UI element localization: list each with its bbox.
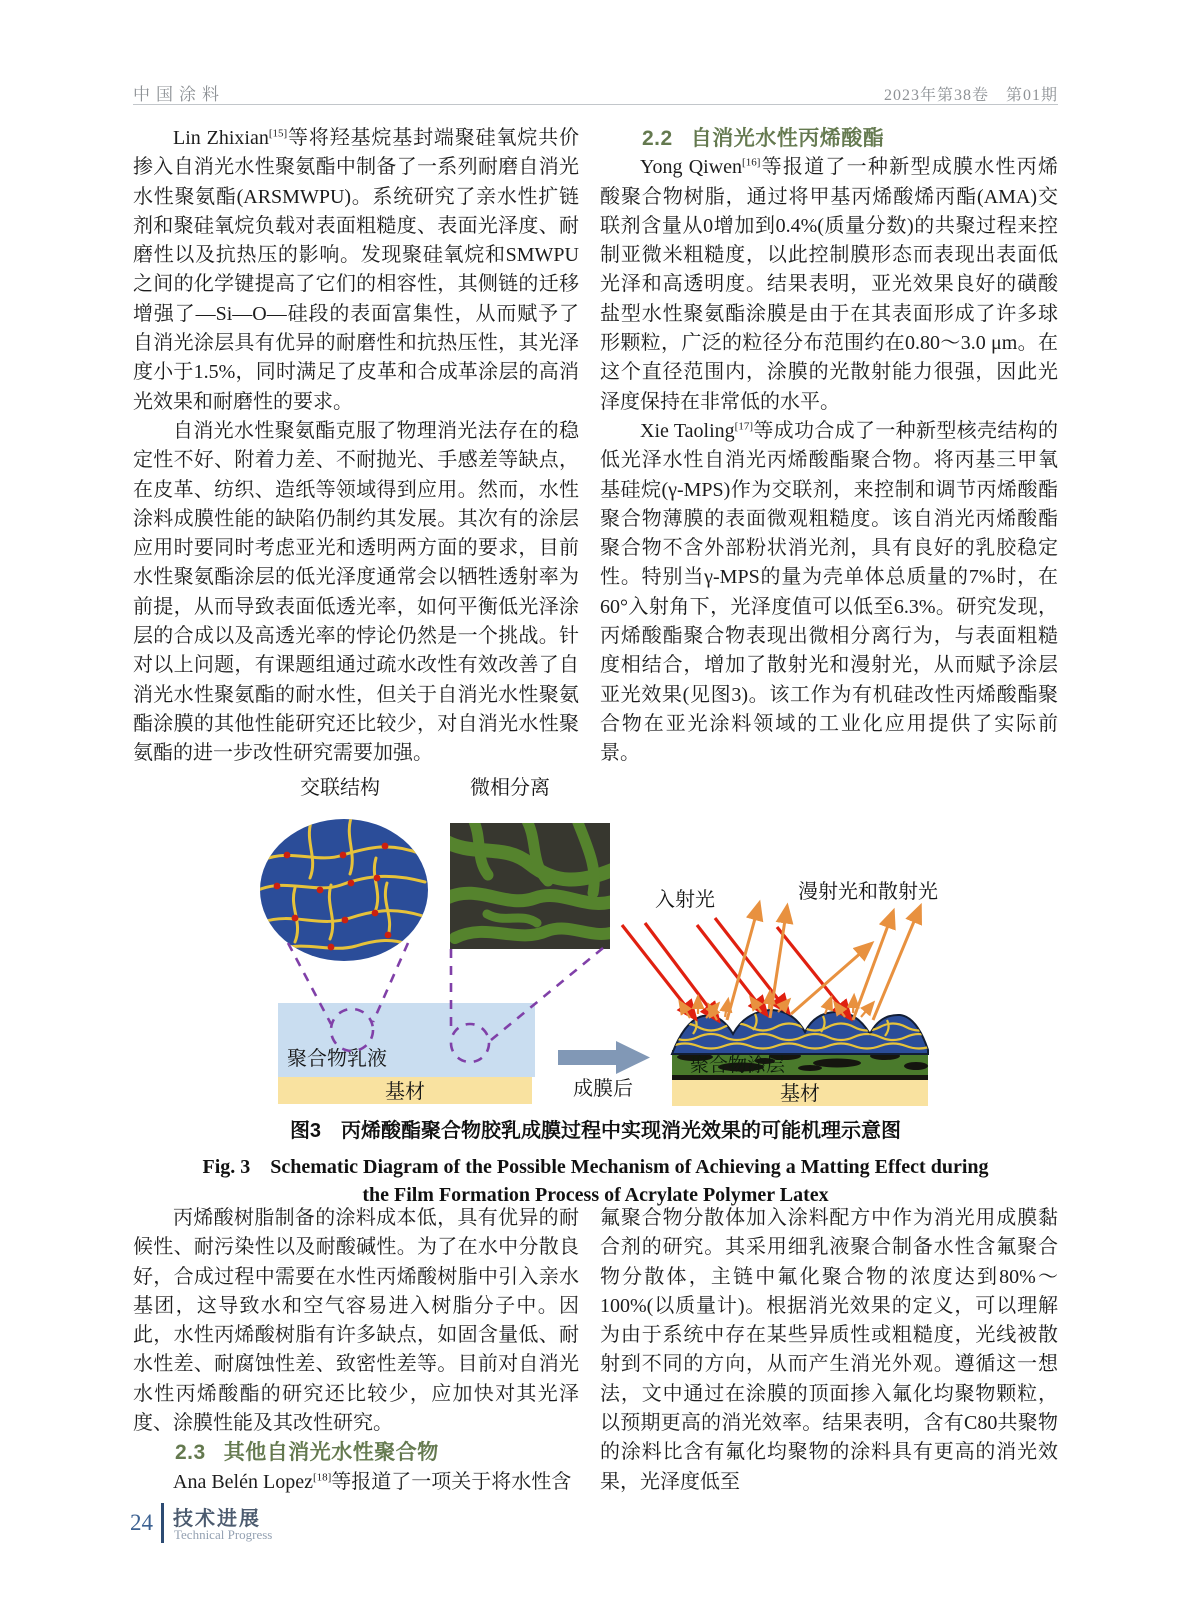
crosslink-label: 交联结构 xyxy=(300,777,380,799)
right-column-bottom xyxy=(600,1204,1058,1497)
left-column-top xyxy=(133,124,579,769)
citation-ref: [18] xyxy=(312,1471,332,1484)
section-number: 2.3 xyxy=(175,1441,206,1465)
paragraph xyxy=(600,1204,1058,1497)
paragraph-text: 等报道了一项关于将水性含 xyxy=(331,1470,572,1493)
citation-ref: [16] xyxy=(742,156,761,169)
paragraph xyxy=(600,153,1058,417)
paragraph xyxy=(133,1204,579,1438)
author-name: Lin Zhixian xyxy=(173,127,269,149)
matte-coating-panel xyxy=(672,1010,932,1106)
incident-light-arrows xyxy=(622,918,850,1020)
film-formation-arrow xyxy=(558,1041,650,1074)
incident-light-label: 入射光 xyxy=(655,889,715,911)
paragraph-text: 等成功合成了一种新型核壳结构的低光泽水性自消光丙烯酸酯聚合物。将丙基三甲氧基硅烷(γ-MPS)作为交联剂，来控制和调节丙烯酸酯聚合物薄膜的表面微观粗糙度。该自消光丙烯酸酯聚合物不含外部粉状消光剂，具有良好的乳胶稳定性。特别当γ-MPS的量为壳单体总质量的7%时，在60°入射角下，光泽度值可以低至6.3%。研究发现，丙烯酸酯聚合物表现出微相分离行为，与表面粗糙度相结合，增加了散射光和漫射光，从而赋予涂层亚光效果(见图3)。该工作为有机硅改性丙烯酸酯聚合物在亚光涂料领域的工业化应用提供了实际前景。 xyxy=(600,419,1059,765)
paragraph xyxy=(133,417,579,769)
section-number: 2.2 xyxy=(642,127,673,150)
paragraph-text: 丙烯酸树脂制备的涂料成本低，具有优异的耐候性、耐污染性以及耐酸碱性。为了在水中分散良好，合成过程中需要在水性丙烯酸树脂中引入亲水基团，这导致水和空气容易进入树脂分子中。因此，水性丙烯酸树脂有许多缺点，如固含量低、耐水性差、耐腐蚀性差、致密性差等。目前对自消光水性丙烯酸酯的研究还比较少，应加快对其光泽度、涂膜性能及其改性研究。 xyxy=(133,1207,579,1435)
section-heading-2-2 xyxy=(600,124,1058,153)
after-film-label: 成膜后 xyxy=(573,1078,633,1100)
author-name: Xie Taoling xyxy=(640,419,735,442)
author-name: Ana Belén Lopez xyxy=(173,1470,313,1493)
paragraph-text: 氟聚合物分散体加入涂料配方中作为消光用成膜黏合剂的研究。其采用细乳液聚合制备水性含氟聚合物分散体，主链中氟化聚合物的浓度达到80%～100%(以质量计)。根据消光效果的定义，可以理解为由于系统中存在某些异质性或粗糙度，光线被散射到不同的方向，从而产生消光外观。遵循这一想法，文中通过在涂膜的顶面掺入氟化均聚物颗粒，以预期更高的消光效率。结果表明，含有C80共聚物的涂料比含有氟化均聚物的涂料具有更高的消光效果，光泽度低至 xyxy=(600,1207,1058,1493)
footer-divider xyxy=(161,1503,164,1543)
section-title: 其他自消光水性聚合物 xyxy=(223,1441,439,1465)
coating-label: 聚合物涂层 xyxy=(690,1055,786,1076)
citation-ref: [17] xyxy=(734,420,753,433)
section-heading-2-3 xyxy=(133,1438,579,1467)
journal-name: 中国涂料 xyxy=(133,85,225,104)
section-title: 自消光水性丙烯酸酯 xyxy=(690,127,885,150)
caption-en-line1: Fig. 3 Schematic Diagram of the Possible Mechanism of Achieving a Matting Effect during xyxy=(202,1156,989,1178)
substrate-right-label: 基材 xyxy=(780,1083,820,1105)
author-name: Yong Qiwen xyxy=(640,156,743,179)
paragraph-text: 自消光水性聚氨酯克服了物理消光法存在的稳定性不好、附着力差、不耐抛光、手感差等缺点，在皮革、纺织、造纸等领域得到应用。然而，水性涂料成膜性能的缺陷仍制约其发展。其次有的涂层应用时要同时考虑亚光和透明两方面的要求，目前水性聚氨酯涂层的低光泽度通常会以牺牲透射率为前提，从而导致表面低透光率，如何平衡低光泽涂层的合成以及高透光率的悖论仍然是一个挑战。针对以上问题，有课题组通过疏水改性有效改善了自消光水性聚氨酯的耐水性，但关于自消光水性聚氨酯涂膜的其他性能研究还比较少，对自消光水性聚氨酯的进一步改性研究需要加强。 xyxy=(133,419,579,765)
right-column-top xyxy=(600,124,1058,769)
diffuse-light-label: 漫射光和散射光 xyxy=(798,881,938,903)
footer-section-en: Technical Progress xyxy=(174,1527,273,1542)
caption-en-line2: the Film Formation Process of Acrylate Polymer Latex xyxy=(362,1184,829,1206)
paragraph xyxy=(133,1468,579,1497)
figure-caption xyxy=(133,1114,1058,1212)
caption-zh: 图3 丙烯酸酯聚合物胶乳成膜过程中实现消光效果的可能机理示意图 xyxy=(289,1120,902,1142)
issue-info: 2023年第38卷 第01期 xyxy=(883,87,1058,104)
paragraph xyxy=(600,417,1058,769)
crosslink-structure-inset xyxy=(258,818,428,961)
footer-section-zh: 技术进展 xyxy=(173,1508,261,1530)
paragraph-text: 等报道了一种新型成膜水性丙烯酸聚合物树脂，通过将甲基丙烯酸烯丙酯(AMA)交联剂含量从0增加到0.4%(质量分数)的共聚过程来控制亚微米粗糙度，以此控制膜形态而表现出表面低光泽和高透明度。结果表明，亚光效果良好的磺酸盐型水性聚氨酯涂膜是由于在其表面形成了许多球形颗粒，广泛的粒径分布范围约在0.80～3.0 μm。在这个直径范围内，涂膜的光散射能力很强，因此光泽度保持在非常低的水平。 xyxy=(600,156,1059,413)
header-rule xyxy=(133,104,1058,105)
paragraph xyxy=(133,124,579,417)
paragraph-text: 等将羟基烷基封端聚硅氧烷共价掺入自消光水性聚氨酯中制备了一系列耐磨自消光水性聚氨酯(ARSMWPU)。系统研究了亲水性扩链剂和聚硅氧烷负载对表面粗糙度、表面光泽度、耐磨性以及抗热压的影响。发现聚硅氧烷和SMWPU之间的化学键提高了它们的相容性，其侧链的迁移增强了—Si—O—硅段的表面富集性，从而赋予了自消光涂层具有优异的耐磨性和抗热压性，其光泽度小于1.5%，同时满足了皮革和合成革涂层的高消光效果和耐磨性的要求。 xyxy=(133,127,579,413)
citation-ref: [15] xyxy=(268,127,288,140)
left-column-bottom xyxy=(133,1204,579,1497)
microphase-label: 微相分离 xyxy=(470,777,550,799)
substrate-left-label: 基材 xyxy=(385,1081,425,1103)
emulsion-label: 聚合物乳液 xyxy=(287,1048,387,1070)
microphase-separation-inset xyxy=(443,817,617,949)
figure-diagram xyxy=(225,762,1015,1110)
page-number: 24 xyxy=(130,1510,153,1535)
